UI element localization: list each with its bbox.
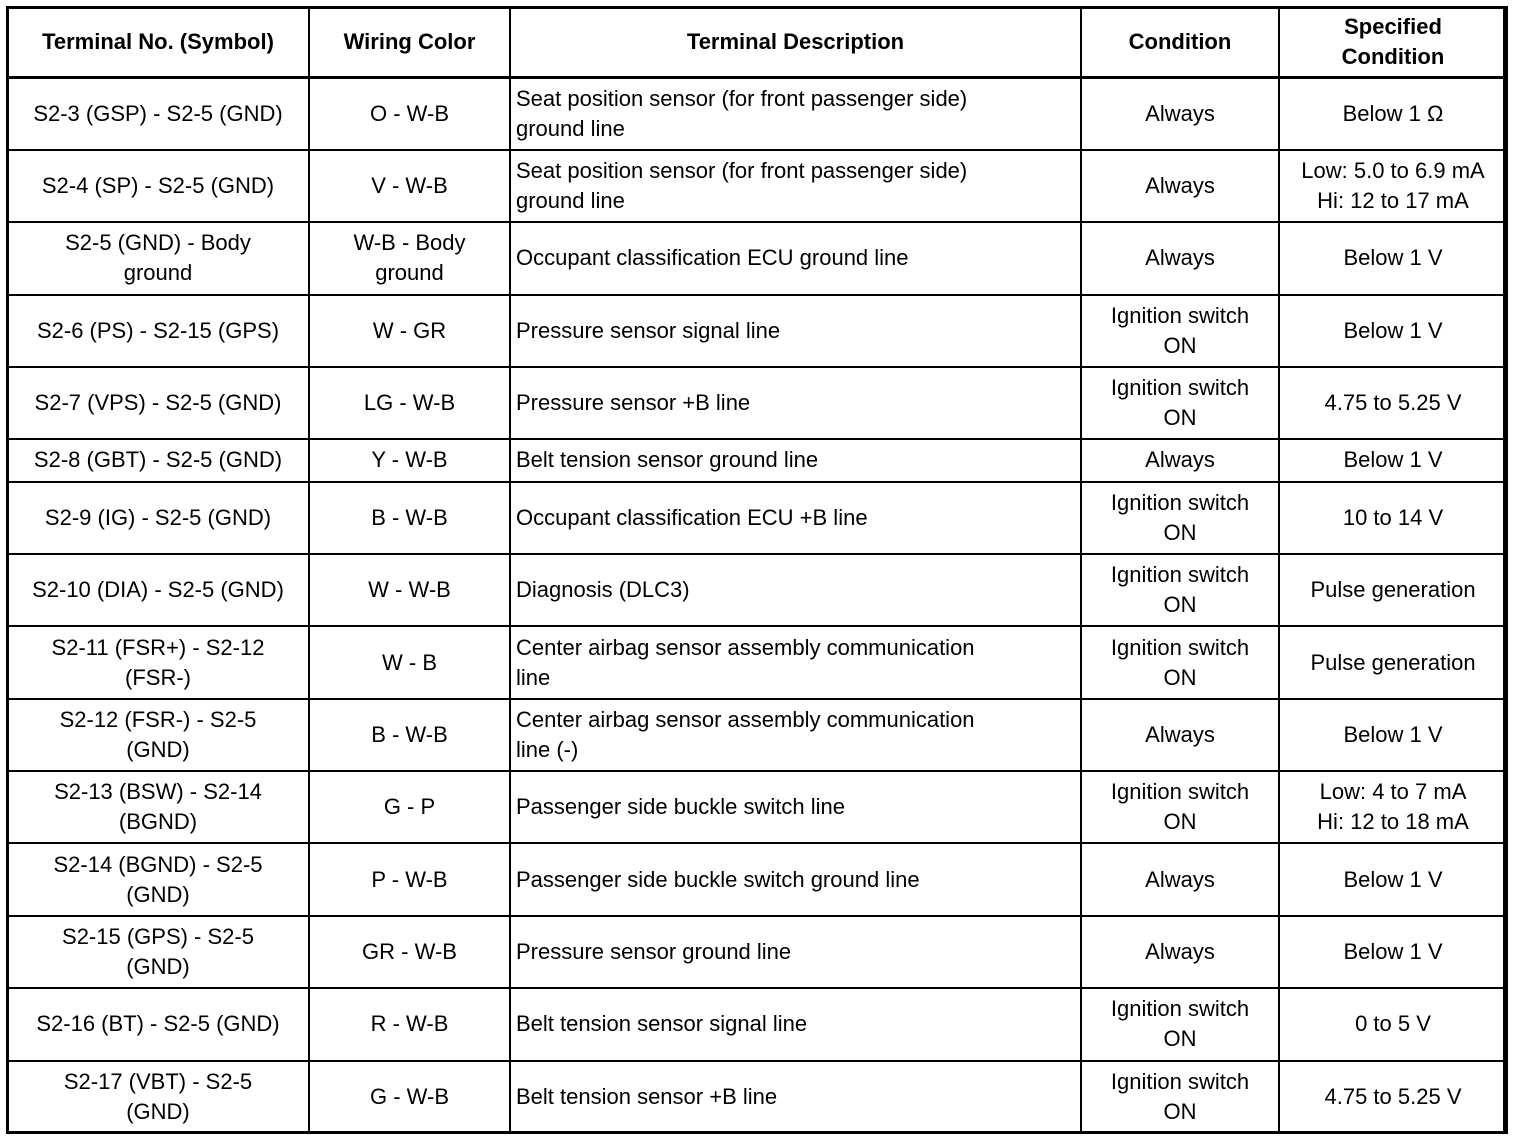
cell-description: Pressure sensor ground line [510,916,1081,988]
cell-condition: Always [1081,78,1279,150]
header-condition: Condition [1081,7,1279,78]
table-row [7,1061,1507,1133]
cell-wiring-color: W - GR [309,295,510,367]
cell-wiring-color: B - W-B [309,699,510,771]
cell-terminal: S2-11 (FSR+) - S2-12 (FSR-) [7,626,309,698]
header-wiring-color: Wiring Color [309,7,510,78]
cell-description: Passenger side buckle switch line [510,771,1081,843]
cell-wiring-color: V - W-B [309,150,510,222]
table-row [7,222,1507,294]
table-row [7,771,1507,843]
cell-condition: Ignition switch ON [1081,554,1279,626]
cell-terminal: S2-13 (BSW) - S2-14 (BGND) [7,771,309,843]
table-row [7,439,1507,481]
cell-terminal: S2-15 (GPS) - S2-5 (GND) [7,916,309,988]
cell-description: Pressure sensor signal line [510,295,1081,367]
header-terminal-description: Terminal Description [510,7,1081,78]
cell-wiring-color: LG - W-B [309,367,510,439]
cell-terminal: S2-5 (GND) - Body ground [7,222,309,294]
cell-condition: Ignition switch ON [1081,626,1279,698]
table-row [7,626,1507,698]
cell-condition: Always [1081,916,1279,988]
cell-description: Passenger side buckle switch ground line [510,843,1081,915]
table-row [7,482,1507,554]
cell-wiring-color: Y - W-B [309,439,510,481]
cell-wiring-color: B - W-B [309,482,510,554]
table-row [7,699,1507,771]
cell-description: Diagnosis (DLC3) [510,554,1081,626]
cell-description: Belt tension sensor +B line [510,1061,1081,1133]
cell-specified-condition: Below 1 V [1279,439,1507,481]
cell-wiring-color: GR - W-B [309,916,510,988]
cell-wiring-color: O - W-B [309,78,510,150]
cell-condition: Always [1081,150,1279,222]
cell-condition: Ignition switch ON [1081,771,1279,843]
cell-condition: Always [1081,222,1279,294]
cell-specified-condition: Below 1 V [1279,916,1507,988]
cell-terminal: S2-10 (DIA) - S2-5 (GND) [7,554,309,626]
cell-condition: Ignition switch ON [1081,295,1279,367]
cell-description: Occupant classification ECU +B line [510,482,1081,554]
cell-description: Occupant classification ECU ground line [510,222,1081,294]
cell-description: Seat position sensor (for front passenger side) ground line [510,78,1081,150]
cell-terminal: S2-14 (BGND) - S2-5 (GND) [7,843,309,915]
cell-condition: Always [1081,439,1279,481]
cell-specified-condition: 4.75 to 5.25 V [1279,1061,1507,1133]
table-row [7,367,1507,439]
cell-wiring-color: G - P [309,771,510,843]
table-row [7,988,1507,1060]
cell-specified-condition: 10 to 14 V [1279,482,1507,554]
cell-wiring-color: W - W-B [309,554,510,626]
cell-condition: Ignition switch ON [1081,1061,1279,1133]
cell-specified-condition: Below 1 V [1279,699,1507,771]
cell-description: Belt tension sensor ground line [510,439,1081,481]
cell-description: Center airbag sensor assembly communication line [510,626,1081,698]
cell-specified-condition: Pulse generation [1279,554,1507,626]
cell-wiring-color: P - W-B [309,843,510,915]
cell-specified-condition: Below 1 V [1279,843,1507,915]
table-row [7,916,1507,988]
cell-terminal: S2-12 (FSR-) - S2-5 (GND) [7,699,309,771]
cell-description: Belt tension sensor signal line [510,988,1081,1060]
cell-condition: Always [1081,843,1279,915]
cell-wiring-color: W - B [309,626,510,698]
cell-condition: Ignition switch ON [1081,988,1279,1060]
cell-specified-condition: Below 1 V [1279,295,1507,367]
terminal-spec-table [6,6,1508,1134]
cell-condition: Ignition switch ON [1081,367,1279,439]
cell-description: Center airbag sensor assembly communication line (-) [510,699,1081,771]
header-terminal: Terminal No. (Symbol) [7,7,309,78]
cell-wiring-color: G - W-B [309,1061,510,1133]
cell-terminal: S2-7 (VPS) - S2-5 (GND) [7,367,309,439]
table-row [7,843,1507,915]
cell-condition: Ignition switch ON [1081,482,1279,554]
table-row [7,78,1507,150]
cell-terminal: S2-6 (PS) - S2-15 (GPS) [7,295,309,367]
cell-specified-condition: 0 to 5 V [1279,988,1507,1060]
cell-specified-condition: Pulse generation [1279,626,1507,698]
cell-specified-condition: Low: 4 to 7 mA Hi: 12 to 18 mA [1279,771,1507,843]
table-row [7,150,1507,222]
cell-condition: Always [1081,699,1279,771]
header-specified-condition: Specified Condition [1279,7,1507,78]
cell-terminal: S2-3 (GSP) - S2-5 (GND) [7,78,309,150]
cell-specified-condition: Below 1 Ω [1279,78,1507,150]
cell-specified-condition: Low: 5.0 to 6.9 mA Hi: 12 to 17 mA [1279,150,1507,222]
table-row [7,554,1507,626]
cell-terminal: S2-4 (SP) - S2-5 (GND) [7,150,309,222]
cell-wiring-color: W-B - Body ground [309,222,510,294]
cell-terminal: S2-8 (GBT) - S2-5 (GND) [7,439,309,481]
table-row [7,295,1507,367]
cell-terminal: S2-17 (VBT) - S2-5 (GND) [7,1061,309,1133]
cell-description: Seat position sensor (for front passenger side) ground line [510,150,1081,222]
cell-wiring-color: R - W-B [309,988,510,1060]
cell-specified-condition: 4.75 to 5.25 V [1279,367,1507,439]
cell-terminal: S2-16 (BT) - S2-5 (GND) [7,988,309,1060]
cell-terminal: S2-9 (IG) - S2-5 (GND) [7,482,309,554]
header-row [7,7,1507,78]
cell-description: Pressure sensor +B line [510,367,1081,439]
cell-specified-condition: Below 1 V [1279,222,1507,294]
